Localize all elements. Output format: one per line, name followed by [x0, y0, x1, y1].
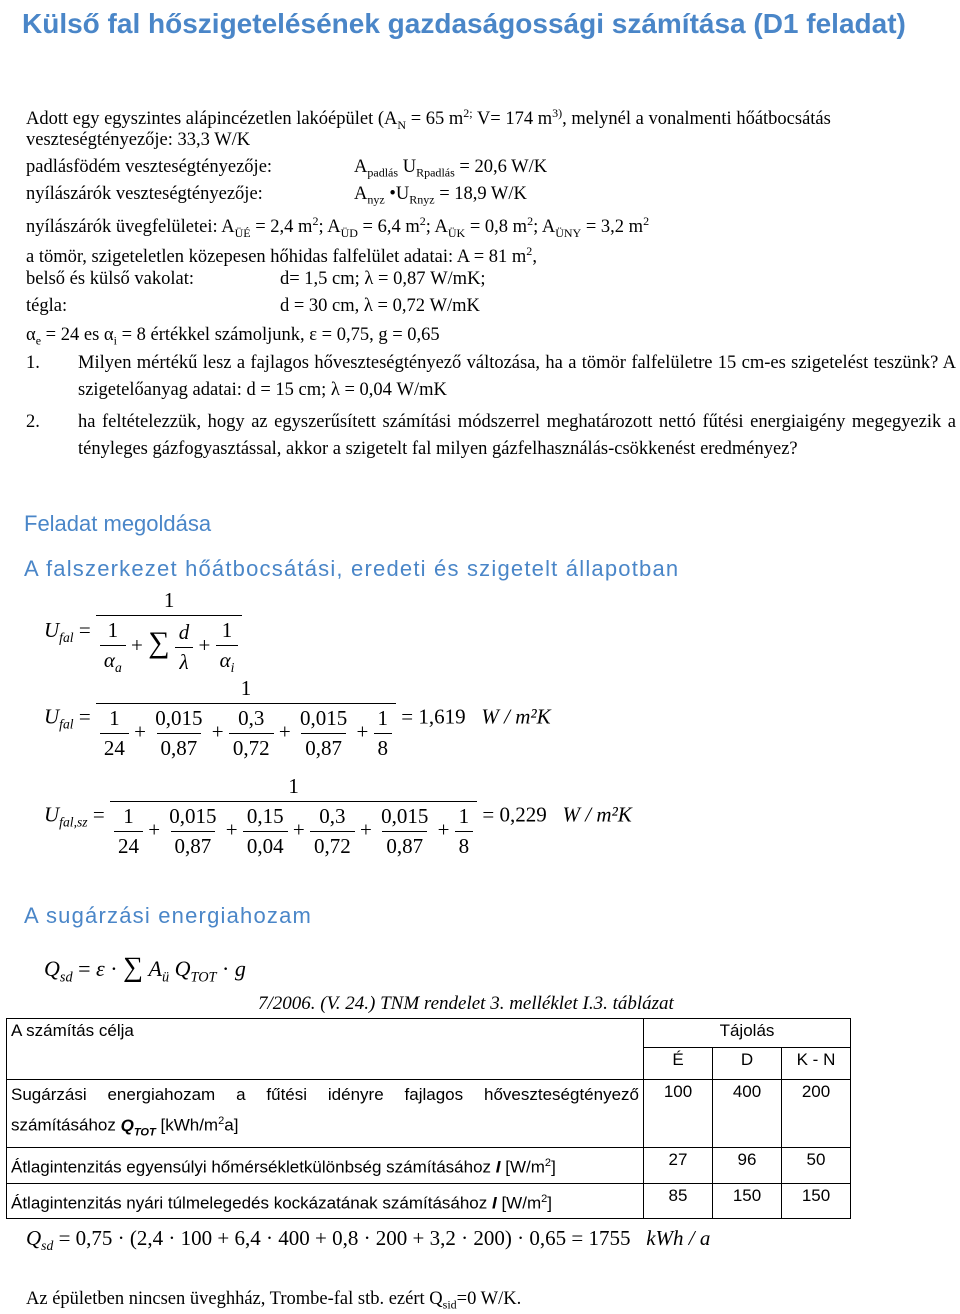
table-cell: 85	[644, 1183, 713, 1219]
u-fal-sz-calculation: $U_{fal,sz}$ = 1 $\frac{1}{24}$ + $\frac{0,015}{0,87}$ + $\frac{0,15}{0,04}$ + $\frac{0,3}{0,72}$ + $\frac{0,015}{0,87}$ + $\frac{1}{8}$ = 0,229 W / m²K	[44, 774, 632, 858]
q2-number: 2.	[26, 412, 40, 432]
page-title: Külső fal hőszigetelésének gazdaságossági számítása (D1 feladat)	[22, 8, 906, 39]
alpha-line: $\alpha_e = 24$ es $\alpha_i = 8$ értékkel számoljunk, ε = 0,75, g = 0,65	[26, 325, 440, 348]
u-fal-sz-unit: W / m²K	[562, 802, 632, 827]
orientation-kn: K - N	[782, 1048, 851, 1080]
row-label: Átlagintenzitás nyári túlmelegedés kockázatának számításához I $[W/m^2]$	[7, 1183, 644, 1219]
padlas-label: padlásfödém veszteségtényezője:	[26, 157, 273, 177]
table-cell: 200	[782, 1080, 851, 1148]
orientation-d: D	[713, 1048, 782, 1080]
solar-heading: A sugárzási energiahozam	[24, 903, 313, 928]
q1-number: 1.	[26, 353, 40, 373]
question-1: Milyen mértékű lesz a fajlagos hőveszteségtényező változása, ha a tömör falfelületre 15 cm-es szigetelést teszünk? A szigetelőanyag adatai: d = 15 cm; λ = 0,04 W/mK	[78, 353, 956, 400]
table-cell: 27	[644, 1148, 713, 1184]
nyz-value: $A_{nyz}$ $•U_{Rnyz} = 18,9$ W/K	[354, 184, 527, 207]
table-cell: 150	[713, 1183, 782, 1219]
orientation-header: Tájolás	[644, 1019, 851, 1048]
tegla-label: tégla:	[26, 296, 68, 316]
vakolat-label: belső és külső vakolat:	[26, 269, 195, 289]
solar-gain-table	[6, 1018, 851, 1219]
row-label: Átlagintenzitás egyensúlyi hőmérsékletkülönbség számításához I $[W/m^2]$	[7, 1148, 644, 1184]
question-2: ha feltételezzük, hogy az egyszerűsített számítási módszerrel meghatározott nettó fűtési energiaigény megegyezik a tényleges gázfogyasztással, akkor a szigetelt fal milyen gázfelhasználás-csökkenést eredményez?	[78, 412, 956, 459]
qsd-formula: $Q_{sd} = \varepsilon$ · ∑ $A_ü$ $Q_{TOT} \cdot g$	[44, 952, 246, 986]
purpose-header: A számítás célja	[7, 1019, 644, 1080]
u-fal-unit: W / m²K	[481, 704, 551, 729]
solution-heading: Feladat megoldása	[24, 511, 212, 536]
uveg-line: nyílászárók üvegfelületei: $A_{ÜÉ} = 2,4$ $m^2$; $A_{ÜD} = 6,4$ $m^2$; $A_{ÜK} = 0,8$ $m^2$; $A_{ÜNY} = 3,2$ $m^2$	[26, 214, 650, 240]
table-cell: 100	[644, 1080, 713, 1148]
wall-heading: A falszerkezet hőátbocsátási, eredeti és szigetelt állapotban	[24, 556, 680, 581]
table-row	[7, 1080, 851, 1148]
table-row	[7, 1183, 851, 1219]
table-cell: 150	[782, 1183, 851, 1219]
u-fal-formula: $U_{fal}$ = 1 $\frac{1}{\alpha_a}$ + ∑ $\frac{d}{\lambda}$ + $\frac{1}{\alpha_i}$	[44, 588, 242, 676]
intro-line-1: Adott egy egyszintes alápincézetlen lakóépület ($A_N = 65$ $m^{2;}$ V= 174 $m^{3)}$, melynél a vonalmenti hőátbocsátás	[26, 106, 831, 132]
orientation-e: É	[644, 1048, 713, 1080]
table-cell: 400	[713, 1080, 782, 1148]
row-label: Sugárzási energiahozam a fűtési idényre fajlagos hőveszteségtényező számításához $Q_{TOT}$ $[kWh/m^2a]$	[7, 1080, 644, 1148]
padlas-value: $A_{padlás}$ $U_{Rpadlás} = 20,6$ W/K	[354, 157, 548, 180]
table-cell: 96	[713, 1148, 782, 1184]
nyz-label: nyílászárók veszteségtényezője:	[26, 184, 263, 204]
intro-line-2: veszteségtényezője: 33,3 W/K	[26, 130, 251, 150]
tomor-line: a tömör, szigeteletlen közepesen hőhidas falfelület adatai: A = 81 $m^2$,	[26, 244, 537, 268]
table-cell: 50	[782, 1148, 851, 1184]
qsd-calculation: $Q_{sd} = 0,75 \cdot (2,4 \cdot 100 + 6,4 \cdot 400 + 0,8 \cdot 200 + 3,2 \cdot 200) \cdot 0,65 = 1755$ kWh / a	[26, 1226, 711, 1254]
vakolat-value: d= 1,5 cm; λ = 0,87 W/mK;	[280, 269, 486, 289]
u-fal-calculation: $U_{fal}$ = 1 $\frac{1}{24}$ + $\frac{0,015}{0,87}$ + $\frac{0,3}{0,72}$ + $\frac{0,015}{0,87}$ + $\frac{1}{8}$ = 1,619 W / m²K	[44, 676, 551, 760]
regulation-reference: 7/2006. (V. 24.) TNM rendelet 3. melléklet I.3. táblázat	[258, 993, 674, 1014]
tegla-value: d = 30 cm, λ = 0,72 W/mK	[280, 296, 480, 316]
footer-note: Az épületben nincsen üveghház, Trombe-fal stb. ezért $Q_{sid}=0$ W/K.	[26, 1289, 522, 1312]
table-row	[7, 1148, 851, 1184]
